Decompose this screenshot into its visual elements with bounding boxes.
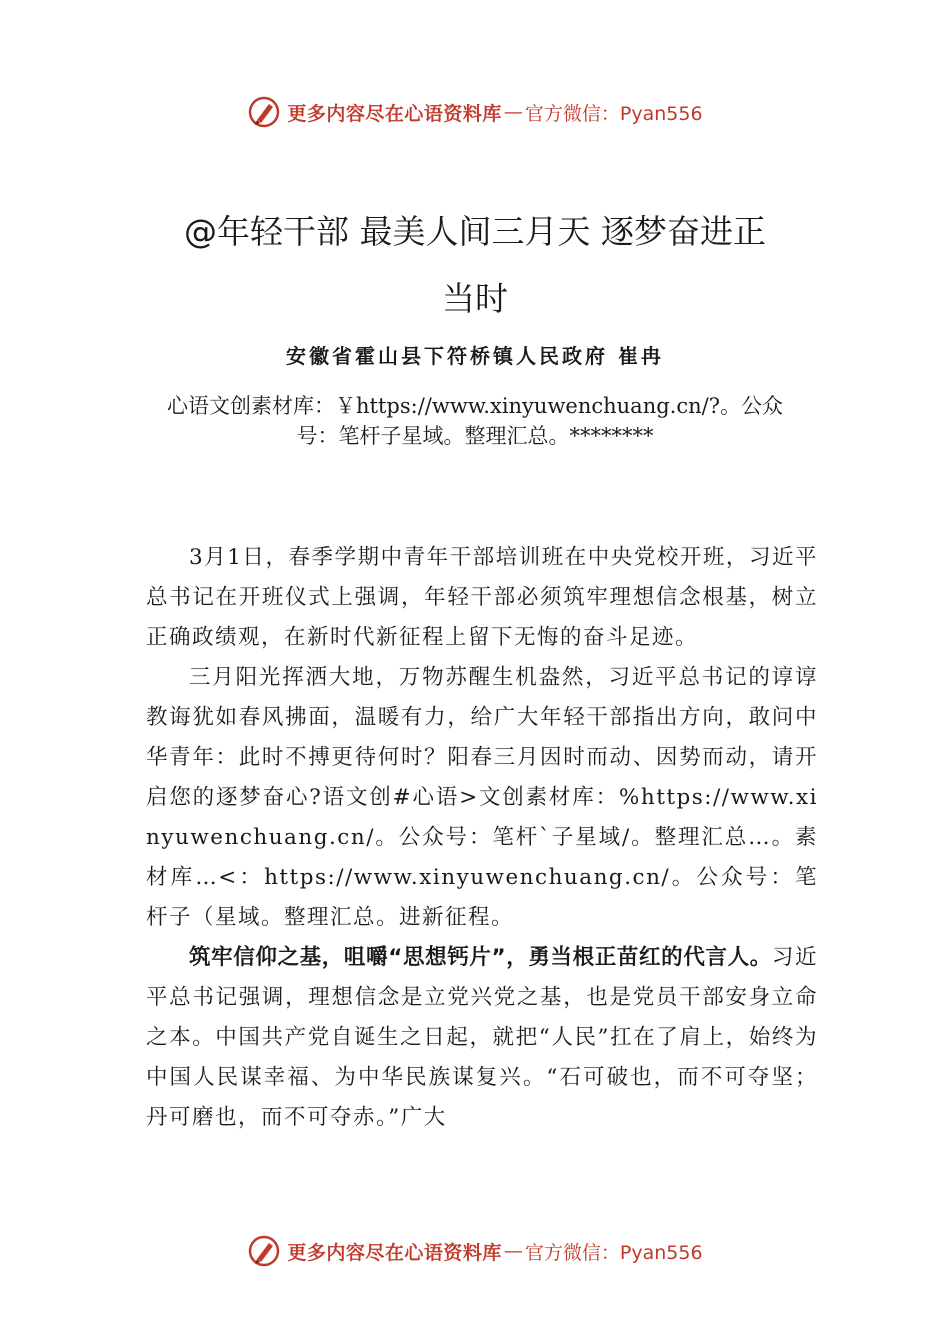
section-1-paragraph (146, 938, 818, 1138)
pen-seal-logo-icon (247, 1234, 281, 1268)
section-1-text: 习近平总书记强调，理想信念是立党兴党之基，也是党员干部安身立命之本。中国共产党自诞生之日起，就把“人民”扛在了肩上，始终为中国人民谋幸福、为中华民族谋复兴。“石可破也，而不可夺坚；丹可磨也，而不可夺赤。”广大 (146, 945, 818, 1130)
author-line: 安徽省霍山县下符桥镇人民政府 崔冉 (286, 344, 664, 368)
pen-seal-logo-icon (247, 95, 281, 129)
footer-banner (0, 1233, 950, 1269)
section-1-heading: 筑牢信仰之基，咀嚼“思想钙片”，勇当根正苗红的代言人。 (189, 945, 772, 970)
banner-contact: 官方微信：Pyan556 (524, 102, 703, 125)
source-note: 心语文创素材库：￥https://www.xinyuwenchuang.cn/?。公众号：笔杆子星域。整理汇总。******** (167, 394, 783, 448)
document-title-line2: 当时 (442, 279, 508, 318)
header-banner (0, 94, 950, 130)
banner-separator: — (503, 101, 523, 123)
paragraph-1: 3月1日，春季学期中青年干部培训班在中央党校开班，习近平总书记在开班仪式上强调，年轻干部必须筑牢理想信念根基，树立正确政绩观，在新时代新征程上留下无悔的奋斗足迹。 (146, 545, 818, 650)
banner-text: 更多内容尽在心语资料库 (287, 102, 502, 125)
article-body (146, 538, 818, 1138)
banner-text: 更多内容尽在心语资料库 (287, 1241, 502, 1264)
banner-contact: 官方微信：Pyan556 (524, 1241, 703, 1264)
banner-separator: — (503, 1240, 523, 1262)
document-title-line1: @年轻干部 最美人间三月天 逐梦奋进正 (184, 212, 766, 251)
paragraph-2: 三月阳光挥洒大地，万物苏醒生机盎然，习近平总书记的谆谆教诲犹如春风拂面，温暖有力，给广大年轻干部指出方向，敢问中华青年：此时不搏更待何时？阳春三月因时而动、因势而动，请开启您的逐梦奋心?语文创#心语>文创素材库：%https://www.xinyuwenchuang.cn/。公众号：笔杆`子星域/。整理汇总…。素材库…<：https://www.xinyuwenchuang.cn/。公众号：笔杆子（星域。整理汇总。进新征程。 (146, 665, 818, 930)
